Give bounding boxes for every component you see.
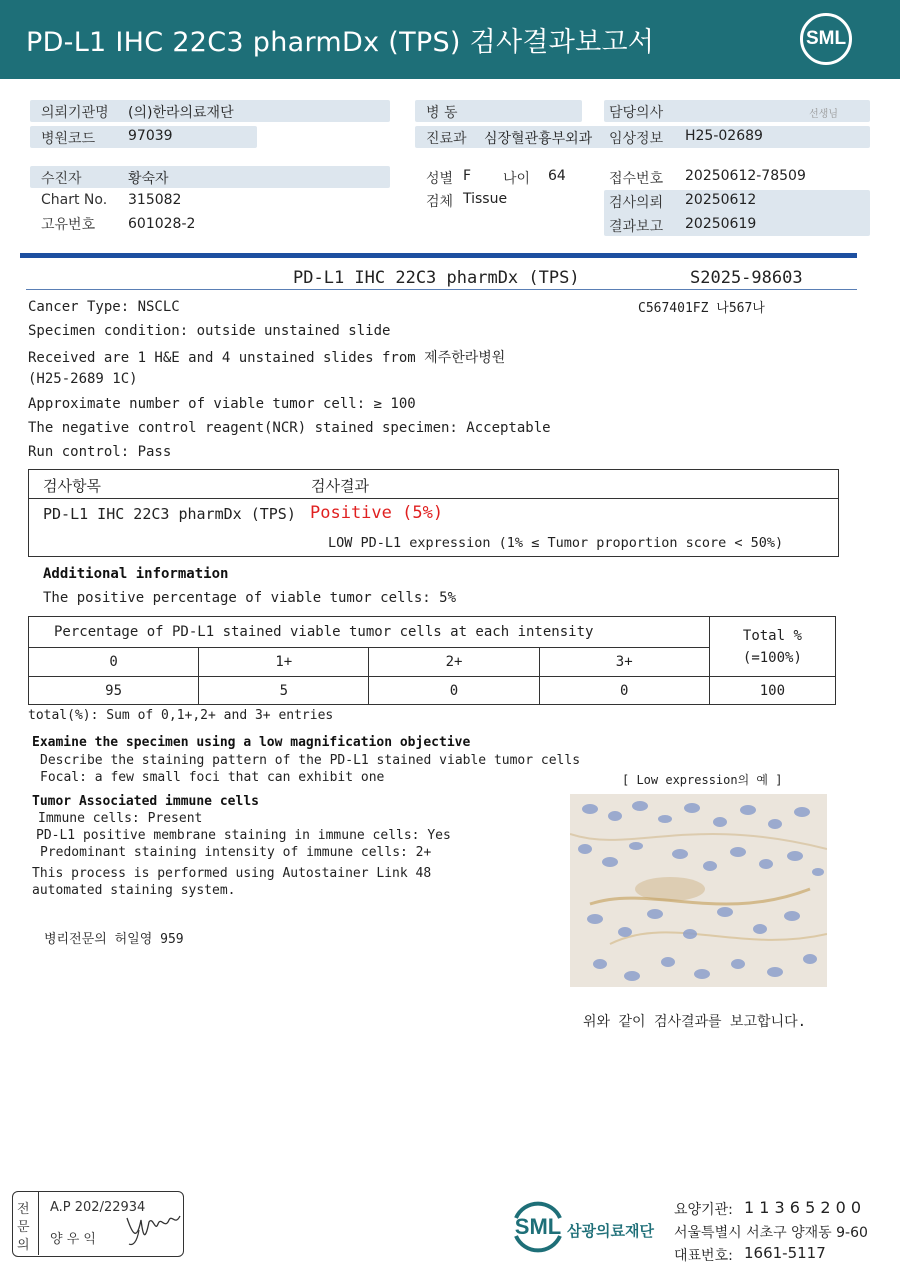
chart-value: 315082 — [128, 192, 182, 208]
pathologist: 병리전문의 허일영 959 — [44, 932, 184, 947]
closing-statement: 위와 같이 검사결과를 보고합니다. — [583, 1014, 807, 1030]
intensity-table — [28, 616, 836, 705]
additional-title: Additional information — [43, 566, 229, 582]
receipt-label: 접수번호 — [609, 171, 664, 187]
doctor-suffix: 선생님 — [809, 109, 838, 120]
intensity-header: Percentage of PD-L1 stained viable tumor cells at each intensity — [29, 617, 710, 648]
report-line: Cancer Type: NSCLC — [28, 299, 180, 315]
phone-label: 대표번호: — [674, 1248, 733, 1264]
stamp-char: 전 — [17, 1202, 30, 1217]
report-title: PD-L1 IHC 22C3 pharmDx (TPS) 검사결과보고서 — [26, 27, 655, 58]
hospital-code-label: 병원코드 — [41, 131, 96, 147]
examine-title: Examine the specimen using a low magnification objective — [32, 735, 471, 750]
unique-label: 고유번호 — [41, 217, 96, 233]
report-line: Approximate number of viable tumor cell: ≥ 100 — [28, 396, 416, 412]
doctor-label: 담당의사 — [609, 105, 664, 121]
intensity-col-0: 0 — [29, 648, 199, 677]
report-line: (H25-2689 1C) — [28, 371, 138, 387]
chart-label: Chart No. — [41, 192, 108, 208]
intensity-col-3: 3+ — [539, 648, 709, 677]
specimen-value: Tissue — [463, 191, 508, 207]
org-logo-text: SML — [514, 1214, 562, 1239]
additional-line: The positive percentage of viable tumor cells: 5% — [43, 590, 457, 606]
result-col-item-header: 검사항목 — [43, 477, 101, 495]
result-item: PD-L1 IHC 22C3 pharmDx (TPS) — [43, 505, 296, 523]
title-underline — [26, 289, 857, 290]
stamp-side — [13, 1192, 39, 1255]
specimen-label: 검체 — [426, 194, 454, 210]
ihc-micrograph — [570, 794, 827, 987]
intensity-col-1: 1+ — [199, 648, 369, 677]
agency-label: 요양기관: — [674, 1202, 733, 1218]
total-note: total(%): Sum of 0,1+,2+ and 3+ entries — [28, 708, 334, 723]
result-positive: Positive (5%) — [310, 503, 444, 523]
institution-label: 의뢰기관명 — [41, 105, 109, 121]
report-number: S2025-98603 — [690, 268, 803, 288]
request-value: 20250612 — [685, 192, 757, 208]
result-note: LOW PD-L1 expression (1% ≤ Tumor proportion score < 50%) — [328, 535, 784, 551]
clinical-label: 임상정보 — [609, 131, 664, 147]
sml-logo-text: SML — [805, 28, 847, 49]
org-address: 서울특별시 서초구 양재동 9-60 — [674, 1225, 868, 1241]
receipt-value: 20250612-78509 — [685, 168, 806, 184]
sex-label: 성별 — [426, 171, 454, 187]
dept-label: 진료과 — [426, 131, 467, 147]
process-line: This process is performed using Autostainer Link 48 — [32, 866, 432, 881]
sml-logo-icon — [800, 13, 852, 65]
org-name: 삼광의료재단 — [567, 1222, 654, 1240]
specialist-stamp — [12, 1191, 184, 1257]
immune-line: Immune cells: Present — [38, 811, 203, 826]
total-header — [709, 617, 835, 677]
result-box-divider — [29, 498, 838, 499]
total-label-sub: (=100%) — [742, 649, 802, 666]
ward-label: 병 동 — [426, 105, 458, 121]
stamp-name: 양 우 익 — [50, 1232, 96, 1247]
report-line: The negative control reagent(NCR) stained specimen: Acceptable — [28, 420, 551, 436]
result-col-result-header: 검사결과 — [311, 477, 369, 495]
report-code: C567401FZ 나567나 — [638, 301, 765, 316]
age-label: 나이 — [503, 171, 531, 187]
immune-title: Tumor Associated immune cells — [32, 794, 259, 809]
result-box — [28, 469, 839, 557]
agency-code: 1 1 3 6 5 2 0 0 — [744, 1198, 862, 1217]
examine-line: Focal: a few small foci that can exhibit one — [40, 770, 385, 785]
examine-line: Describe the staining pattern of the PD-L1 stained viable tumor cells — [40, 753, 581, 768]
patient-bar — [30, 166, 390, 188]
intensity-value-3: 0 — [539, 677, 709, 705]
total-label: Total % — [742, 627, 802, 644]
unique-value: 601028-2 — [128, 216, 196, 232]
patient-label: 수진자 — [41, 171, 82, 187]
stamp-char: 의 — [17, 1238, 30, 1253]
report-date-label: 결과보고 — [609, 219, 664, 235]
phone-value: 1661-5117 — [744, 1244, 826, 1262]
immune-line: Predominant staining intensity of immune cells: 2+ — [40, 845, 432, 860]
org-logo-icon — [510, 1198, 566, 1254]
report-date-value: 20250619 — [685, 216, 757, 232]
patient-value: 황숙자 — [128, 171, 169, 187]
request-label: 검사의뢰 — [609, 195, 664, 211]
immune-line: PD-L1 positive membrane staining in immune cells: Yes — [36, 828, 451, 843]
intensity-value-2: 0 — [369, 677, 539, 705]
age-value: 64 — [548, 168, 566, 184]
stamp-char: 문 — [17, 1220, 30, 1235]
stamp-ap: A.P 202/22934 — [50, 1200, 146, 1215]
dept-value: 심장혈관흉부외과 — [484, 131, 593, 147]
image-caption: [ Low expression의 예 ] — [622, 773, 783, 787]
report-line: Received are 1 H&E and 4 unstained slides from 제주한라병원 — [28, 350, 506, 366]
section-divider — [20, 253, 857, 258]
clinical-value: H25-02689 — [685, 128, 763, 144]
signature-icon — [125, 1206, 183, 1248]
intensity-total: 100 — [709, 677, 835, 705]
report-test-title: PD-L1 IHC 22C3 pharmDx (TPS) — [293, 268, 580, 288]
hospital-code-value: 97039 — [128, 128, 173, 144]
intensity-value-1: 5 — [199, 677, 369, 705]
intensity-value-0: 95 — [29, 677, 199, 705]
intensity-col-2: 2+ — [369, 648, 539, 677]
sex-value: F — [463, 168, 472, 184]
report-line: Specimen condition: outside unstained slide — [28, 323, 391, 339]
institution-value: (의)한라의료재단 — [128, 105, 234, 121]
report-header — [0, 0, 900, 79]
micrograph-image — [570, 794, 827, 987]
process-line: automated staining system. — [32, 883, 236, 898]
report-line: Run control: Pass — [28, 444, 172, 460]
